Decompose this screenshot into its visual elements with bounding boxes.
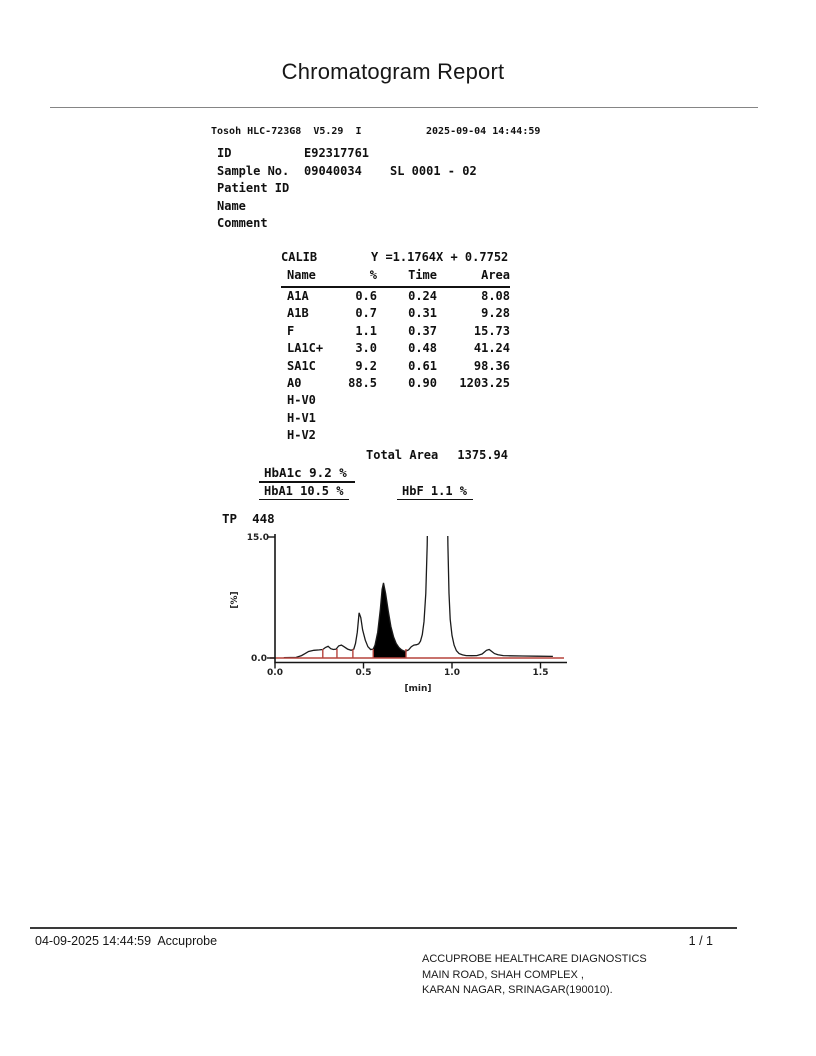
peak-table-header xyxy=(281,268,510,288)
page-number: 1 / 1 xyxy=(688,934,713,948)
peak-cell: 41.24 xyxy=(473,341,510,356)
field-label: Sample No. xyxy=(217,164,290,178)
peak-table xyxy=(281,268,510,445)
device-model: Tosoh HLC-723G8 V5.29 I xyxy=(211,126,362,137)
peak-cell xyxy=(377,392,437,409)
lab-address-line: MAIN ROAD, SHAH COMPLEX , xyxy=(422,968,584,981)
peak-cell: 9.2 xyxy=(355,358,377,373)
peak-cell xyxy=(377,427,437,444)
x-axis-title: [min] xyxy=(404,684,432,694)
peak-column-header: Name xyxy=(287,268,316,282)
peak-cell: 0.48 xyxy=(408,341,437,356)
peak-cell xyxy=(345,427,377,444)
peak-row xyxy=(281,323,510,340)
printout-field-row xyxy=(0,181,816,196)
peak-cell: 0.61 xyxy=(408,358,437,373)
peak-row xyxy=(281,305,510,322)
x-tick-label: 0.5 xyxy=(355,668,372,678)
footer-divider xyxy=(30,927,737,929)
chromatogram-trace xyxy=(284,503,553,658)
peak-cell: F xyxy=(287,323,295,338)
total-area-value: 1375.94 xyxy=(457,448,508,462)
peak-column-header: Area xyxy=(481,268,510,282)
peak-column-header: % xyxy=(369,268,377,282)
calib-label: CALIB xyxy=(281,250,318,264)
peak-column-header: Time xyxy=(408,268,437,282)
field-value: 09040034 xyxy=(304,164,362,178)
peak-cell: 3.0 xyxy=(355,341,377,356)
field-value: E92317761 xyxy=(304,146,370,160)
peak-cell: 1.1 xyxy=(355,323,377,338)
peak-cell: SA1C xyxy=(287,358,316,373)
peak-cell xyxy=(437,392,510,409)
lab-address-line: KARAN NAGAR, SRINAGAR(190010). xyxy=(422,984,613,996)
peak-cell: 0.90 xyxy=(408,375,437,390)
lab-address xyxy=(422,952,647,999)
peak-cell: 0.37 xyxy=(408,323,437,338)
footer-datetime: 04-09-2025 14:44:59 Accuprobe xyxy=(35,934,218,948)
chromatogram-plot xyxy=(210,503,590,708)
peak-row xyxy=(281,392,510,409)
peak-cell: H-V1 xyxy=(287,410,316,425)
peak-cell: 1203.25 xyxy=(459,375,510,390)
printout-field-row xyxy=(0,216,816,231)
peak-cell xyxy=(437,427,510,444)
tp-annotation: TP 448 xyxy=(222,511,275,526)
page-title: Chromatogram Report xyxy=(281,59,505,84)
y-max-label: 15.0 xyxy=(246,533,269,543)
y-min-label: 0.0 xyxy=(251,654,267,664)
peak-cell: A1A xyxy=(287,289,309,303)
peak-cell xyxy=(345,410,377,427)
peak-cell: 8.08 xyxy=(481,289,510,303)
field-label: Patient ID xyxy=(217,181,290,195)
peak-cell: 15.73 xyxy=(473,323,510,338)
peak-row xyxy=(281,340,510,357)
peak-cell: 0.6 xyxy=(355,289,377,303)
peak-cell xyxy=(345,392,377,409)
peak-cell xyxy=(377,410,437,427)
peak-cell: H-V2 xyxy=(287,428,316,443)
printout-field-row xyxy=(0,199,816,214)
field-label: Name xyxy=(217,199,246,213)
calib-equation: Y =1.1764X + 0.7752 xyxy=(371,250,509,264)
printout-field-row xyxy=(0,164,816,179)
field-label: ID xyxy=(217,146,232,160)
printout-datetime: 2025-09-04 14:44:59 xyxy=(426,126,541,137)
peak-cell xyxy=(437,410,510,427)
peak-cell: 98.36 xyxy=(473,358,510,373)
y-axis-title: [%] xyxy=(230,591,240,609)
x-tick-label: 1.0 xyxy=(444,668,460,678)
printout-field-row xyxy=(0,146,816,161)
result-hbf: HbF 1.1 % xyxy=(397,484,473,500)
peak-cell: H-V0 xyxy=(287,393,316,408)
result-hba1: HbA1 10.5 % xyxy=(259,484,349,500)
peak-row xyxy=(281,288,510,305)
peak-cell: A0 xyxy=(287,375,302,390)
axis xyxy=(275,534,567,663)
peak-row xyxy=(281,375,510,392)
peak-cell: LA1C+ xyxy=(287,341,324,356)
lab-address-line: ACCUPROBE HEALTHCARE DIAGNOSTICS xyxy=(422,953,647,965)
peak-cell: 0.7 xyxy=(355,306,377,321)
result-hba1c: HbA1c 9.2 % xyxy=(259,465,355,483)
peak-cell: 88.5 xyxy=(348,375,377,390)
field-extra: SL 0001 - 02 xyxy=(390,164,477,178)
peak-cell: 0.24 xyxy=(408,289,437,303)
x-tick-label: 1.5 xyxy=(532,668,549,678)
peak-cell: 9.28 xyxy=(481,306,510,321)
peak-cell: 0.31 xyxy=(408,306,437,321)
peak-row xyxy=(281,410,510,427)
field-label: Comment xyxy=(217,216,268,230)
peak-cell: A1B xyxy=(287,306,309,321)
peak-row xyxy=(281,427,510,444)
x-tick-label: 0.0 xyxy=(267,668,283,678)
total-area-label: Total Area xyxy=(366,448,439,462)
peak-row xyxy=(281,358,510,375)
title-divider xyxy=(50,107,758,108)
